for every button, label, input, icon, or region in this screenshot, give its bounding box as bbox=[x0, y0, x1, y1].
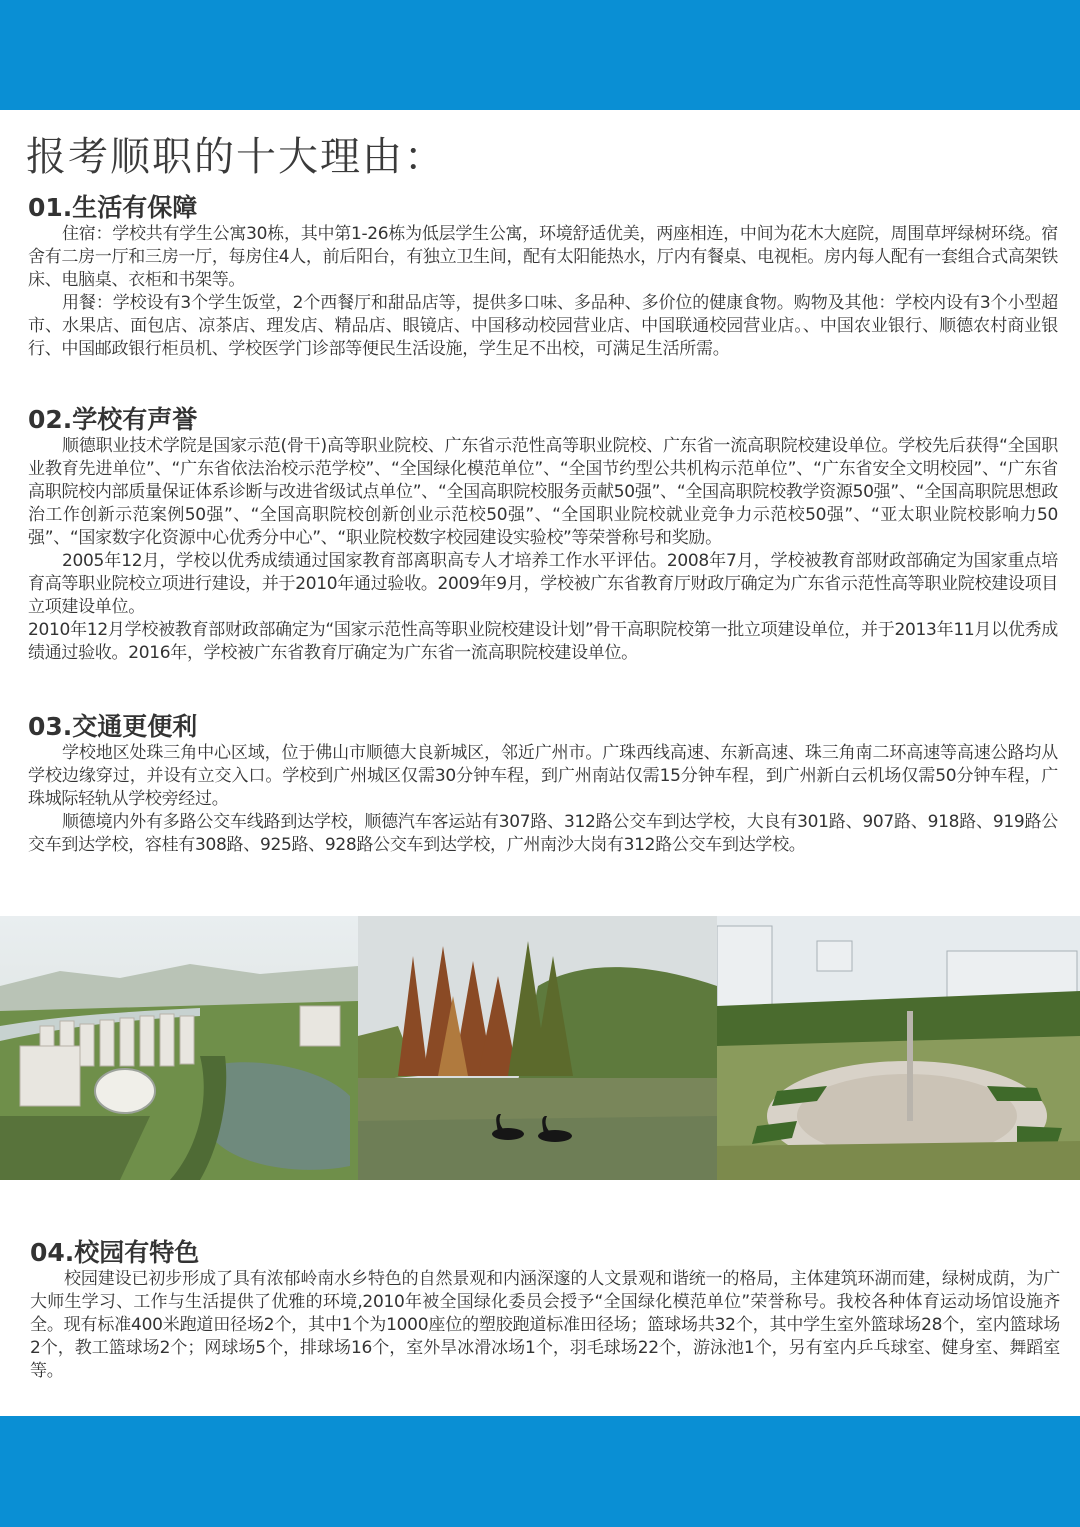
top-banner bbox=[0, 0, 1080, 110]
section-paragraph: 2005年12月，学校以优秀成绩通过国家教育部离职高专人才培养工作水平评估。2008年7月，学校被教育部财政部确定为国家重点培育高等职业院校立项进行建设，并于2010年通过验收。2009年9月，学校被广东省教育厅财政厅确定为广东省示范性高等职业院校建设项目立项建设单位。 bbox=[28, 551, 1058, 617]
section-heading: 04.校园有特色 bbox=[30, 1238, 200, 1267]
photo-strip bbox=[0, 916, 1080, 1180]
section-paragraph: 2010年12月学校被教育部财政部确定为“国家示范性高等职业院校建设计划”骨干高职院校第一批立项建设单位，并于2013年11月以优秀成绩通过验收。2016年，学校被广东省教育厅确定为广东省一流高职院校建设单位。 bbox=[28, 620, 1058, 663]
section-life bbox=[28, 193, 1058, 361]
page-title: 报考顺职的十大理由： bbox=[26, 134, 446, 180]
plaza-sundial-photo bbox=[717, 916, 1080, 1180]
section-reputation bbox=[28, 405, 1058, 665]
section-paragraph: 顺德境内外有多路公交车线路到达学校，顺德汽车客运站有307路、312路公交车到达学校，大良有301路、907路、918路、919路公交车到达学校，容桂有308路、925路、928路公交车到达学校，广州南沙大岗有312路公交车到达学校。 bbox=[28, 812, 1058, 855]
lake-swans-photo bbox=[358, 916, 717, 1180]
bottom-banner bbox=[0, 1416, 1080, 1527]
section-heading: 03.交通更便利 bbox=[28, 712, 198, 741]
section-heading: 02.学校有声誉 bbox=[28, 405, 198, 434]
section-campus bbox=[30, 1238, 1060, 1383]
section-paragraph: 学校地区处珠三角中心区域，位于佛山市顺德大良新城区，邻近广州市。广珠西线高速、东新高速、珠三角南二环高速等高速公路均从学校边缘穿过，并设有立交入口。学校到广州城区仅需30分钟车程，到广州南站仅需15分钟车程，到广州新白云机场仅需50分钟车程，广珠城际轻轨从学校旁经过。 bbox=[28, 743, 1058, 809]
section-heading: 01.生活有保障 bbox=[28, 193, 198, 222]
section-paragraph: 校园建设已初步形成了具有浓郁岭南水乡特色的自然景观和内涵深邃的人文景观和谐统一的格局，主体建筑环湖而建，绿树成荫，为广大师生学习、工作与生活提供了优雅的环境,2010年被全国绿化委员会授予“全国绿化模范单位”荣誉称号。我校各种体育运动场馆设施齐全。现有标准400米跑道田径场2个，其中1个为1000座位的塑胶跑道标准田径场；篮球场共32个，其中学生室外篮球场28个，室内篮球场2个，教工篮球场2个；网球场5个，排球场16个，室外旱冰滑冰场1个，羽毛球场22个，游泳池1个，另有室内乒乓球室、健身室、舞蹈室等。 bbox=[30, 1269, 1060, 1381]
section-transport bbox=[28, 712, 1058, 857]
section-paragraph: 用餐：学校设有3个学生饭堂，2个西餐厅和甜品店等，提供多口味、多品种、多价位的健康食物。购物及其他：学校内设有3个小型超市、水果店、面包店、凉茶店、理发店、精品店、眼镜店、中国移动校园营业店、中国联通校园营业店。、中国农业银行、顺德农村商业银行、中国邮政银行柜员机、学校医学门诊部等便民生活设施，学生足不出校，可满足生活所需。 bbox=[28, 293, 1058, 359]
campus-aerial-photo bbox=[0, 916, 358, 1180]
section-paragraph: 顺德职业技术学院是国家示范(骨干)高等职业院校、广东省示范性高等职业院校、广东省一流高职院校建设单位。学校先后获得“全国职业教育先进单位”、“广东省依法治校示范学校”、“全国绿化模范单位”、“全国节约型公共机构示范单位”、“广东省安全文明校园”、“广东省高职院校内部质量保证体系诊断与改进省级试点单位”、“全国高职院校服务贡献50强”、“全国高职院校教学资源50强”、“全国高职院思想政治工作创新示范案例50强”、“全国高职院校创新创业示范校50强”、“全国职业院校就业竞争力示范校50强”、“亚太职业院校影响力50强”、“国家数字化资源中心优秀分中心”、“职业院校数字校园建设实验校”等荣誉称号和奖励。 bbox=[28, 436, 1058, 548]
section-paragraph: 住宿：学校共有学生公寓30栋，其中第1-26栋为低层学生公寓，环境舒适优美，两座相连，中间为花木大庭院，周围草坪绿树环绕。宿舍有二房一厅和三房一厅，每房住4人，前后阳台，有独立卫生间，配有太阳能热水，厅内有餐桌、电视柜。房内每人配有一套组合式高架铁床、电脑桌、衣柜和书架等。 bbox=[28, 224, 1058, 290]
